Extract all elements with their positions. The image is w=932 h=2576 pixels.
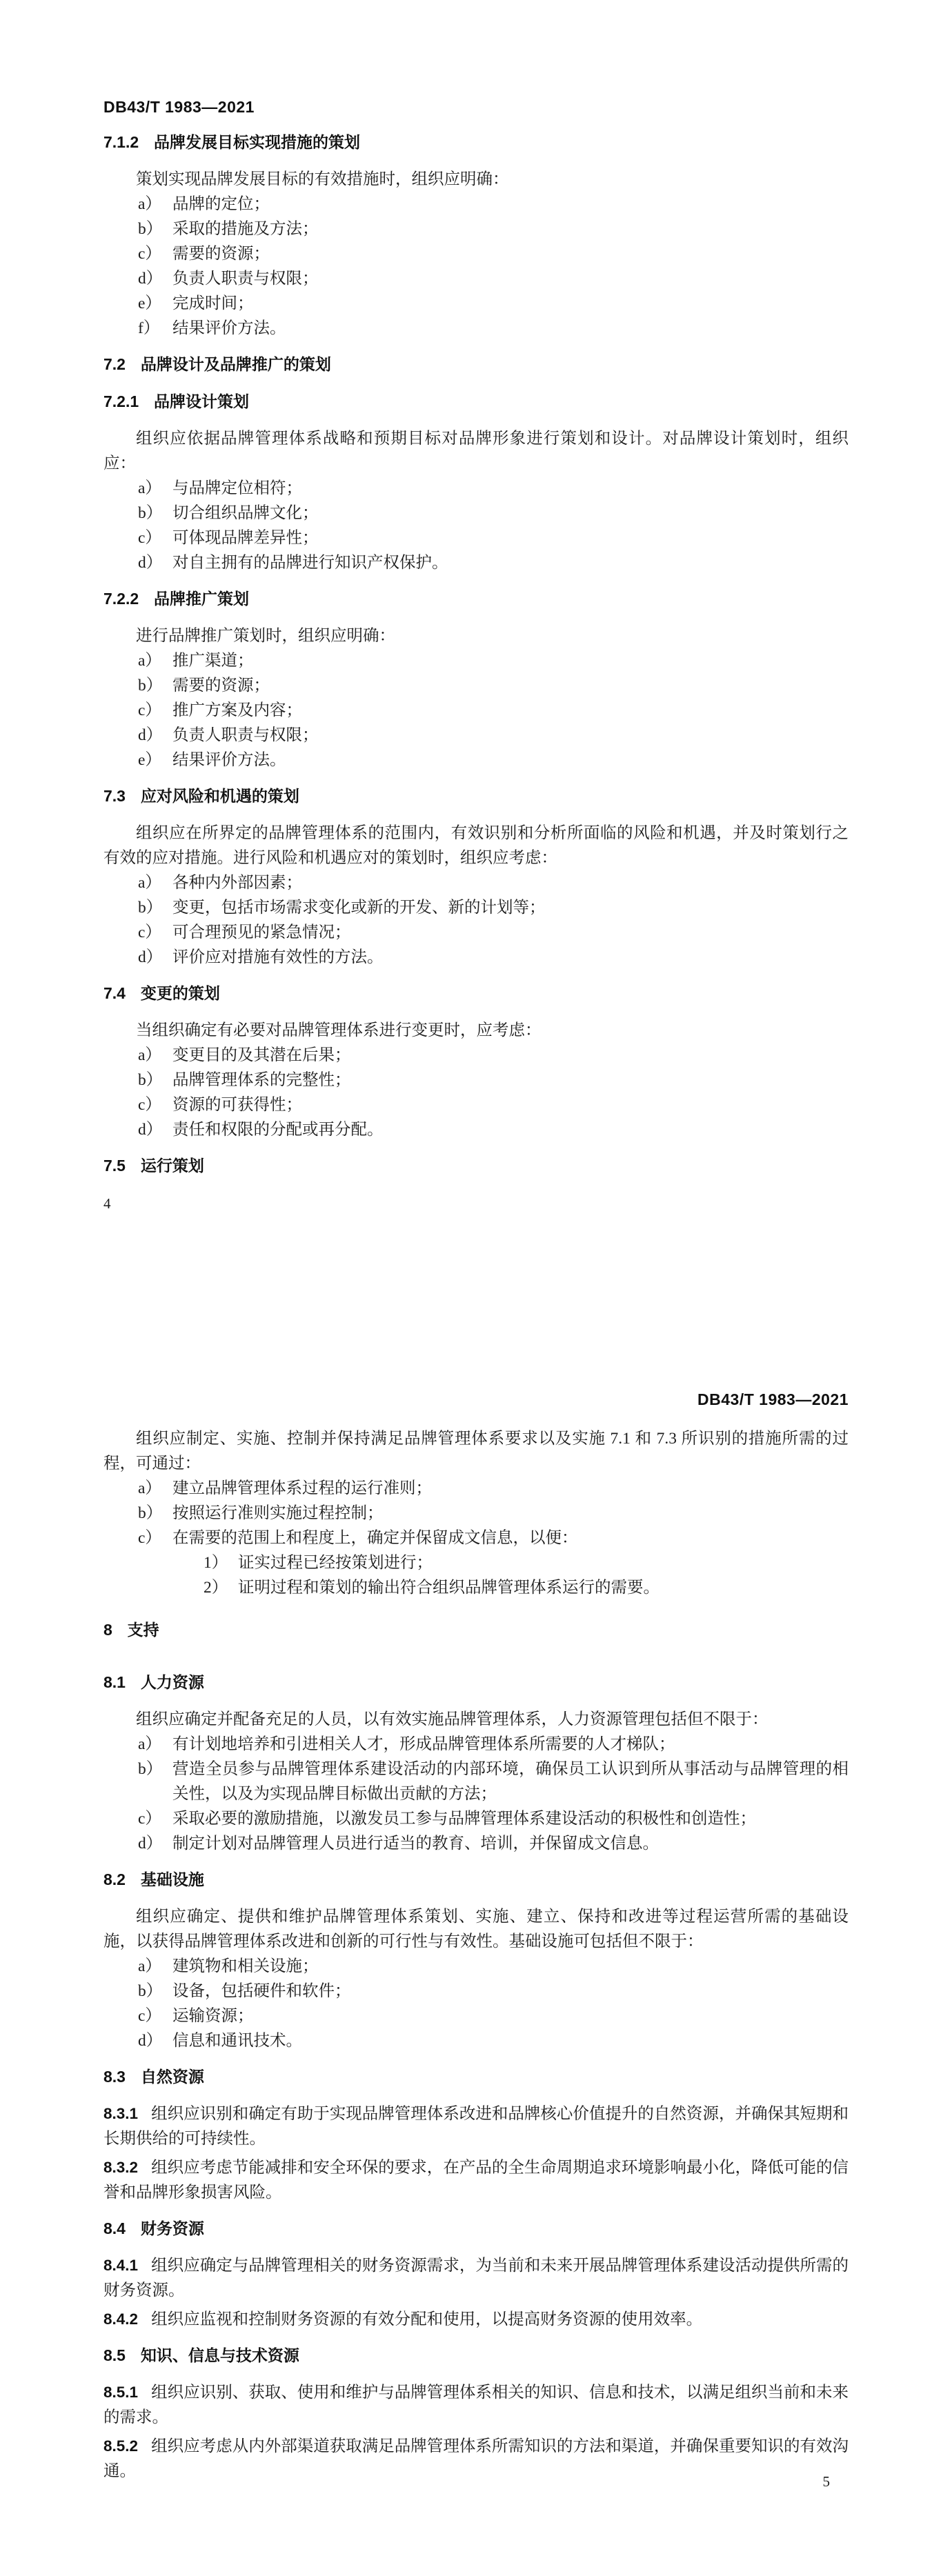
- list-item-marker: b）: [138, 677, 163, 695]
- page-content: [103, 1426, 849, 2484]
- list-item-text: 需要的资源；: [172, 245, 270, 263]
- section-heading: [103, 2343, 849, 2368]
- list-item: [138, 673, 849, 698]
- section-heading: [103, 1617, 849, 1642]
- list-item: [138, 1732, 849, 1757]
- list-item-text: 可体现品牌差异性；: [172, 529, 319, 547]
- list-item: [138, 1501, 849, 1526]
- page-header-standard-number: DB43/T 1983—2021: [697, 1390, 849, 1408]
- list-item-marker: c）: [138, 1529, 161, 1547]
- section-heading: [103, 2064, 849, 2089]
- section-number: 7.2: [103, 355, 126, 373]
- list-item: [138, 291, 849, 316]
- list-item: [138, 748, 849, 772]
- list-item-marker: a）: [138, 479, 161, 497]
- list-item-text: 结果评价方法。: [172, 319, 286, 337]
- list-item-marker: a）: [138, 1479, 161, 1497]
- list-item: [138, 217, 849, 241]
- clause-list: [103, 870, 849, 970]
- list-item-text: 变更，包括市场需求变化或新的开发、新的计划等；: [172, 899, 546, 917]
- section-title: 知识、信息与技术资源: [140, 2346, 299, 2364]
- list-item-marker: c）: [138, 529, 161, 547]
- section-heading: [103, 1153, 849, 1178]
- section-heading: [103, 1867, 849, 1892]
- list-item-marker: a）: [138, 195, 161, 213]
- body-paragraph: 进行品牌推广策划时，组织应明确：: [136, 627, 395, 645]
- list-item-text: 负责人职责与权限；: [172, 726, 319, 744]
- list-item-marker: e）: [138, 294, 161, 312]
- section-heading: [103, 783, 849, 808]
- list-item: [138, 723, 849, 748]
- list-item-marker: d）: [138, 554, 163, 572]
- clause-list: [103, 648, 849, 772]
- list-item: [138, 1092, 849, 1117]
- list-item: [138, 2028, 849, 2053]
- sub-list-item-marker: 1）: [204, 1554, 228, 1572]
- section-heading: [103, 130, 849, 154]
- list-item-marker: d）: [138, 1835, 163, 1853]
- section-title: 自然资源: [140, 2068, 204, 2086]
- body-paragraph: 组织应依据品牌管理体系战略和预期目标对品牌形象进行策划和设计。对品牌设计策划时，组织应：: [103, 430, 849, 472]
- sub-list-item-text: 证实过程已经按策划进行；: [238, 1554, 433, 1572]
- list-item: [138, 266, 849, 291]
- list-item: [138, 920, 849, 945]
- list-item-marker: b）: [138, 1982, 163, 2000]
- section-title: 品牌发展目标实现措施的策划: [154, 133, 360, 151]
- list-item-marker: d）: [138, 1121, 163, 1139]
- section-number: 8.1: [103, 1673, 126, 1691]
- list-item-marker: a）: [138, 1046, 161, 1064]
- sub-list-item-marker: 2）: [204, 1579, 228, 1597]
- list-item-text: 信息和通讯技术。: [172, 2032, 302, 2050]
- list-item-marker: c）: [138, 1096, 161, 1114]
- list-item-text: 结果评价方法。: [172, 751, 286, 769]
- list-item-text: 运输资源；: [172, 2007, 254, 2025]
- list-item-marker: c）: [138, 1810, 161, 1828]
- section-title: 运行策划: [140, 1157, 204, 1175]
- list-item: [138, 945, 849, 970]
- section-number: 7.5: [103, 1157, 126, 1175]
- list-item-marker: d）: [138, 270, 163, 288]
- list-item-marker: b）: [138, 1504, 163, 1522]
- list-item-marker: d）: [138, 948, 163, 966]
- section-number: 8.2: [103, 1870, 126, 1888]
- numbered-clause: 8.5.1 组织应识别、获取、使用和维护与品牌管理体系相关的知识、信息和技术，以满足组织当前和未来的需求。: [103, 2384, 849, 2426]
- body-paragraph: 组织应在所界定的品牌管理体系的范围内，有效识别和分析所面临的风险和机遇，并及时策划行之有效的应对措施。进行风险和机遇应对的策划时，组织应考虑：: [103, 824, 849, 867]
- list-item: [138, 241, 849, 266]
- body-paragraph: 组织应制定、实施、控制并保持满足品牌管理体系要求以及实施 7.1 和 7.3 所识别的措施所需的过程，可通过：: [103, 1430, 849, 1472]
- section-number: 8.4: [103, 2219, 126, 2237]
- list-item-text: 推广渠道；: [172, 652, 254, 670]
- list-item-marker: a）: [138, 874, 161, 892]
- list-item-text: 与品牌定位相符；: [172, 479, 302, 497]
- sub-list-item: [204, 1575, 849, 1600]
- list-item-marker: e）: [138, 751, 161, 769]
- numbered-clause: 8.4.2 组织应监视和控制财务资源的有效分配和使用，以提高财务资源的使用效率。: [103, 2310, 703, 2328]
- list-item-text: 资源的可获得性；: [172, 1096, 302, 1114]
- list-item-marker: c）: [138, 245, 161, 263]
- list-item-marker: a）: [138, 1735, 161, 1753]
- section-number: 7.4: [103, 984, 126, 1002]
- section-title: 品牌设计策划: [154, 392, 249, 410]
- list-item-text: 营造全员参与品牌管理体系建设活动的内部环境，确保员工认识到所从事活动与品牌管理的相关性，以及为实现品牌目标做出贡献的方法；: [172, 1760, 849, 1803]
- page-number: 5: [822, 2473, 830, 2490]
- list-item: [138, 1806, 849, 1831]
- list-item-marker: c）: [138, 701, 161, 719]
- list-item: [138, 550, 849, 575]
- list-item: [138, 192, 849, 217]
- list-item-text: 推广方案及内容；: [172, 701, 302, 719]
- list-item-marker: b）: [138, 1760, 163, 1778]
- list-item-text: 建筑物和相关设施；: [172, 1957, 319, 1975]
- section-number: 7.2.2: [103, 590, 139, 608]
- list-item: [138, 1979, 849, 2004]
- numbered-clause: 8.3.2 组织应考虑节能减排和安全环保的要求，在产品的全生命周期追求环境影响最小化，降低可能的信誉和品牌形象损害风险。: [103, 2159, 849, 2201]
- list-item-text: 负责人职责与权限；: [172, 270, 319, 288]
- clause-list: [103, 1732, 849, 1856]
- section-title: 基础设施: [140, 1870, 204, 1888]
- clause-list: [103, 192, 849, 341]
- list-item-text: 采取必要的激励措施，以激发员工参与品牌管理体系建设活动的积极性和创造性；: [172, 1810, 756, 1828]
- section-number: 8: [103, 1621, 112, 1639]
- list-item-text: 品牌的定位；: [172, 195, 270, 213]
- list-item-marker: b）: [138, 220, 163, 238]
- list-item-marker: d）: [138, 2032, 163, 2050]
- section-number: 8.5: [103, 2346, 126, 2364]
- list-item-text: 评价应对措施有效性的方法。: [172, 948, 384, 966]
- list-item: [138, 2004, 849, 2028]
- section-heading: [103, 352, 849, 377]
- list-item-text: 需要的资源；: [172, 677, 270, 695]
- document-page-5: [0, 1293, 932, 2576]
- list-item-text: 完成时间；: [172, 294, 254, 312]
- section-heading: [103, 2216, 849, 2241]
- sub-list-item: [204, 1550, 849, 1575]
- list-item: [138, 476, 849, 501]
- list-item: [138, 1954, 849, 1979]
- page-number: 4: [103, 1195, 111, 1212]
- section-title: 变更的策划: [140, 984, 220, 1002]
- list-item: [138, 1526, 849, 1600]
- list-item-text: 制定计划对品牌管理人员进行适当的教育、培训，并保留成文信息。: [172, 1835, 659, 1853]
- list-item: [138, 1757, 849, 1806]
- body-paragraph: 当组织确定有必要对品牌管理体系进行变更时，应考虑：: [136, 1021, 542, 1039]
- body-paragraph: 组织应确定并配备充足的人员，以有效实施品牌管理体系，人力资源管理包括但不限于：: [136, 1710, 769, 1728]
- list-item-text: 各种内外部因素；: [172, 874, 302, 892]
- list-item-text: 按照运行准则实施过程控制；: [172, 1504, 384, 1522]
- section-heading: [103, 1670, 849, 1695]
- body-paragraph: 策划实现品牌发展目标的有效措施时，组织应明确：: [136, 170, 509, 188]
- clause-number: 8.4.2: [103, 2310, 139, 2328]
- list-item: [138, 648, 849, 673]
- sub-list-item-text: 证明过程和策划的输出符合组织品牌管理体系运行的需要。: [238, 1579, 660, 1597]
- section-number: 7.2.1: [103, 392, 139, 410]
- list-item: [138, 870, 849, 895]
- section-number: 8.3: [103, 2068, 126, 2086]
- section-title: 品牌推广策划: [154, 590, 249, 608]
- list-item: [138, 1117, 849, 1142]
- list-item: [138, 501, 849, 526]
- body-paragraph: 组织应确定、提供和维护品牌管理体系策划、实施、建立、保持和改进等过程运营所需的基础设施，以获得品牌管理体系改进和创新的可行性与有效性。基础设施可包括但不限于：: [103, 1908, 849, 1950]
- list-item-text: 有计划地培养和引进相关人才，形成品牌管理体系所需要的人才梯队；: [172, 1735, 675, 1753]
- section-heading: [103, 981, 849, 1006]
- clause-number: 8.3.1: [103, 2105, 139, 2122]
- list-item-marker: f）: [138, 319, 160, 337]
- numbered-clause: 8.4.1 组织应确定与品牌管理相关的财务资源需求，为当前和未来开展品牌管理体系建设活动提供所需的财务资源。: [103, 2257, 849, 2299]
- clause-list: [103, 1954, 849, 2053]
- clause-number: 8.5.1: [103, 2384, 139, 2401]
- clause-list: [103, 1043, 849, 1142]
- section-title: 支持: [127, 1621, 159, 1639]
- list-item-marker: b）: [138, 504, 163, 522]
- clause-number: 8.4.1: [103, 2257, 139, 2274]
- section-title: 人力资源: [140, 1673, 204, 1691]
- list-item: [138, 895, 849, 920]
- list-item: [138, 698, 849, 723]
- page-content: [103, 130, 849, 1178]
- list-item: [138, 526, 849, 550]
- clause-number: 8.5.2: [103, 2437, 139, 2455]
- section-title: 品牌设计及品牌推广的策划: [140, 355, 331, 373]
- list-item: [138, 1043, 849, 1068]
- section-heading: [103, 389, 849, 414]
- list-item-text: 建立品牌管理体系过程的运行准则；: [172, 1479, 432, 1497]
- numbered-clause: 8.3.1 组织应识别和确定有助于实现品牌管理体系改进和品牌核心价值提升的自然资源，并确保其短期和长期供给的可持续性。: [103, 2105, 849, 2148]
- list-item-text: 在需要的范围上和程度上，确定并保留成文信息，以便： 1） 证实过程已经按策划进行； 2） 证明过程和策划的输出符合组织品牌管理体系运行的需要。: [172, 1526, 849, 1600]
- numbered-clause: 8.5.2 组织应考虑从内外部渠道获取满足品牌管理体系所需知识的方法和渠道，并确保重要知识的有效沟通。: [103, 2437, 849, 2480]
- clause-list: [103, 1476, 849, 1600]
- section-title: 应对风险和机遇的策划: [140, 787, 299, 805]
- page-header-standard-number: DB43/T 1983—2021: [103, 98, 255, 116]
- list-item-text: 设备，包括硬件和软件；: [172, 1982, 351, 2000]
- list-item-marker: c）: [138, 2007, 161, 2025]
- list-item-text: 品牌管理体系的完整性；: [172, 1071, 351, 1089]
- section-heading: [103, 586, 849, 611]
- list-item: [138, 1476, 849, 1501]
- list-item: [138, 1068, 849, 1092]
- list-item-marker: b）: [138, 1071, 163, 1089]
- list-item-text: 变更目的及其潜在后果；: [172, 1046, 351, 1064]
- list-item-text: 采取的措施及方法；: [172, 220, 319, 238]
- list-item-marker: a）: [138, 652, 161, 670]
- section-title: 财务资源: [140, 2219, 204, 2237]
- list-item-marker: a）: [138, 1957, 161, 1975]
- list-item-marker: c）: [138, 923, 161, 941]
- list-item-marker: b）: [138, 899, 163, 917]
- section-number: 7.3: [103, 787, 126, 805]
- list-item-text: 对自主拥有的品牌进行知识产权保护。: [172, 554, 448, 572]
- clause-list: [103, 476, 849, 575]
- clause-number: 8.3.2: [103, 2159, 139, 2176]
- list-item-text: 可合理预见的紧急情况；: [172, 923, 351, 941]
- sub-list: [172, 1550, 849, 1600]
- list-item-text: 责任和权限的分配或再分配。: [172, 1121, 384, 1139]
- list-item-marker: d）: [138, 726, 163, 744]
- list-item: [138, 316, 849, 341]
- section-number: 7.1.2: [103, 133, 139, 151]
- list-item-text: 切合组织品牌文化；: [172, 504, 319, 522]
- list-item: [138, 1831, 849, 1856]
